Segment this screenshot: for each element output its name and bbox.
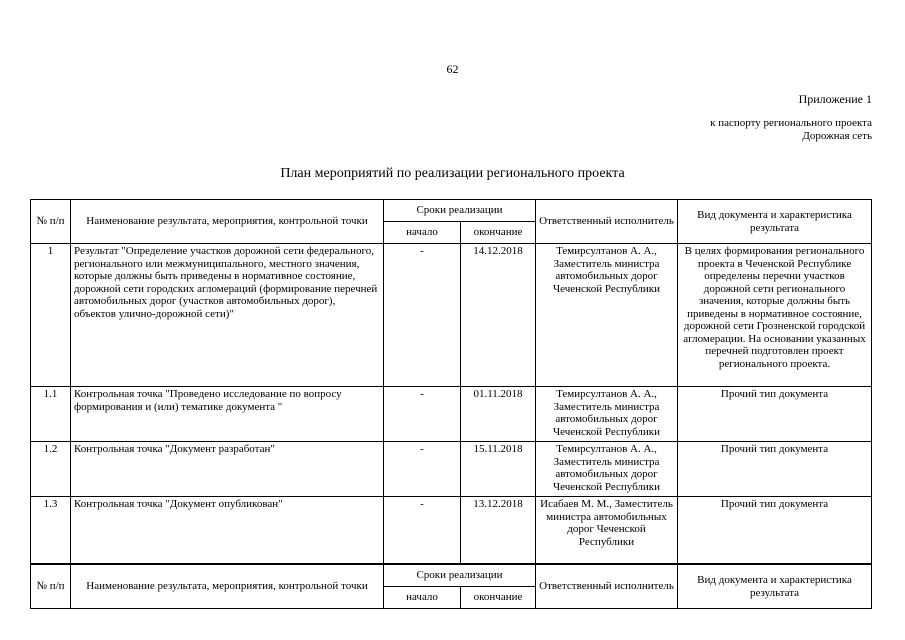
- header-end: окончание: [461, 587, 536, 609]
- table-row: [31, 442, 872, 497]
- cell-no: 1.3: [31, 497, 71, 564]
- table-row: [31, 387, 872, 442]
- cell-doc: Прочий тип документа: [678, 442, 872, 497]
- cell-start: -: [384, 244, 461, 387]
- cell-doc: Прочий тип документа: [678, 497, 872, 564]
- table-header-row: [31, 565, 872, 587]
- header-doc: Вид документа и характеристика результата: [678, 200, 872, 244]
- cell-no: 1.2: [31, 442, 71, 497]
- cell-no: 1: [31, 244, 71, 387]
- cell-name: Контрольная точка "Документ опубликован": [71, 497, 384, 564]
- plan-title: План мероприятий по реализации регионального проекта: [280, 166, 625, 181]
- header-no: № п/п: [31, 200, 71, 244]
- cell-start: -: [384, 497, 461, 564]
- plan-table: [30, 199, 872, 564]
- header-doc: Вид документа и характеристика результата: [678, 565, 872, 609]
- appendix-label: Приложение 1: [798, 92, 872, 106]
- cell-doc: Прочий тип документа: [678, 387, 872, 442]
- table-row: [31, 497, 872, 564]
- header-responsible: Ответственный исполнитель: [536, 200, 678, 244]
- header-no: № п/п: [31, 565, 71, 609]
- plan-table-continuation-header: [30, 564, 872, 609]
- header-start: начало: [384, 587, 461, 609]
- cell-name: Контрольная точка "Документ разработан": [71, 442, 384, 497]
- table-header-row: [31, 200, 872, 222]
- header-responsible: Ответственный исполнитель: [536, 565, 678, 609]
- cell-end: 15.11.2018: [461, 442, 536, 497]
- cell-end: 13.12.2018: [461, 497, 536, 564]
- header-name: Наименование результата, мероприятия, контрольной точки: [71, 565, 384, 609]
- passport-reference: [710, 117, 872, 143]
- page-number: 62: [446, 62, 459, 76]
- passport-line-2: Дорожная сеть: [802, 130, 872, 142]
- table-row: [31, 244, 872, 387]
- header-terms: Сроки реализации: [384, 200, 536, 222]
- cell-responsible: Темирсултанов А. А., Заместитель министра автомобильных дорог Чеченской Республики: [536, 387, 678, 442]
- cell-responsible: Темирсултанов А. А., Заместитель министра автомобильных дорог Чеченской Республики: [536, 442, 678, 497]
- cell-end: 01.11.2018: [461, 387, 536, 442]
- cell-start: -: [384, 387, 461, 442]
- cell-no: 1.1: [31, 387, 71, 442]
- cell-name: Контрольная точка "Проведено исследование по вопросу формирования и (или) тематике документа ": [71, 387, 384, 442]
- cell-name: Результат "Определение участков дорожной сети федерального, регионального или межмуниципального, местного значения, которые должны быть приведены в нормативное состояние, дорожной сети городских агломераций (формирование перечней автомобильных дорог (участков автомобильных дорог), объектов улично-дорожной сети)": [71, 244, 384, 387]
- cell-responsible: Исабаев М. М., Заместитель министра автомобильных дорог Чеченской Республики: [536, 497, 678, 564]
- cell-end: 14.12.2018: [461, 244, 536, 387]
- header-start: начало: [384, 222, 461, 244]
- cell-doc: В целях формирования регионального проекта в Чеченской Республике определены перечни участков дорожной сети регионального значения, которые должны быть приведены в нормативное состояние, дорожной сети Грозненской городской агломерации. На основании указанных перечней подготовлен проект регионального проекта.: [678, 244, 872, 387]
- cell-responsible: Темирсултанов А. А., Заместитель министра автомобильных дорог Чеченской Республики: [536, 244, 678, 387]
- cell-start: -: [384, 442, 461, 497]
- passport-line-1: к паспорту регионального проекта: [710, 117, 872, 129]
- header-terms: Сроки реализации: [384, 565, 536, 587]
- header-end: окончание: [461, 222, 536, 244]
- header-name: Наименование результата, мероприятия, контрольной точки: [71, 200, 384, 244]
